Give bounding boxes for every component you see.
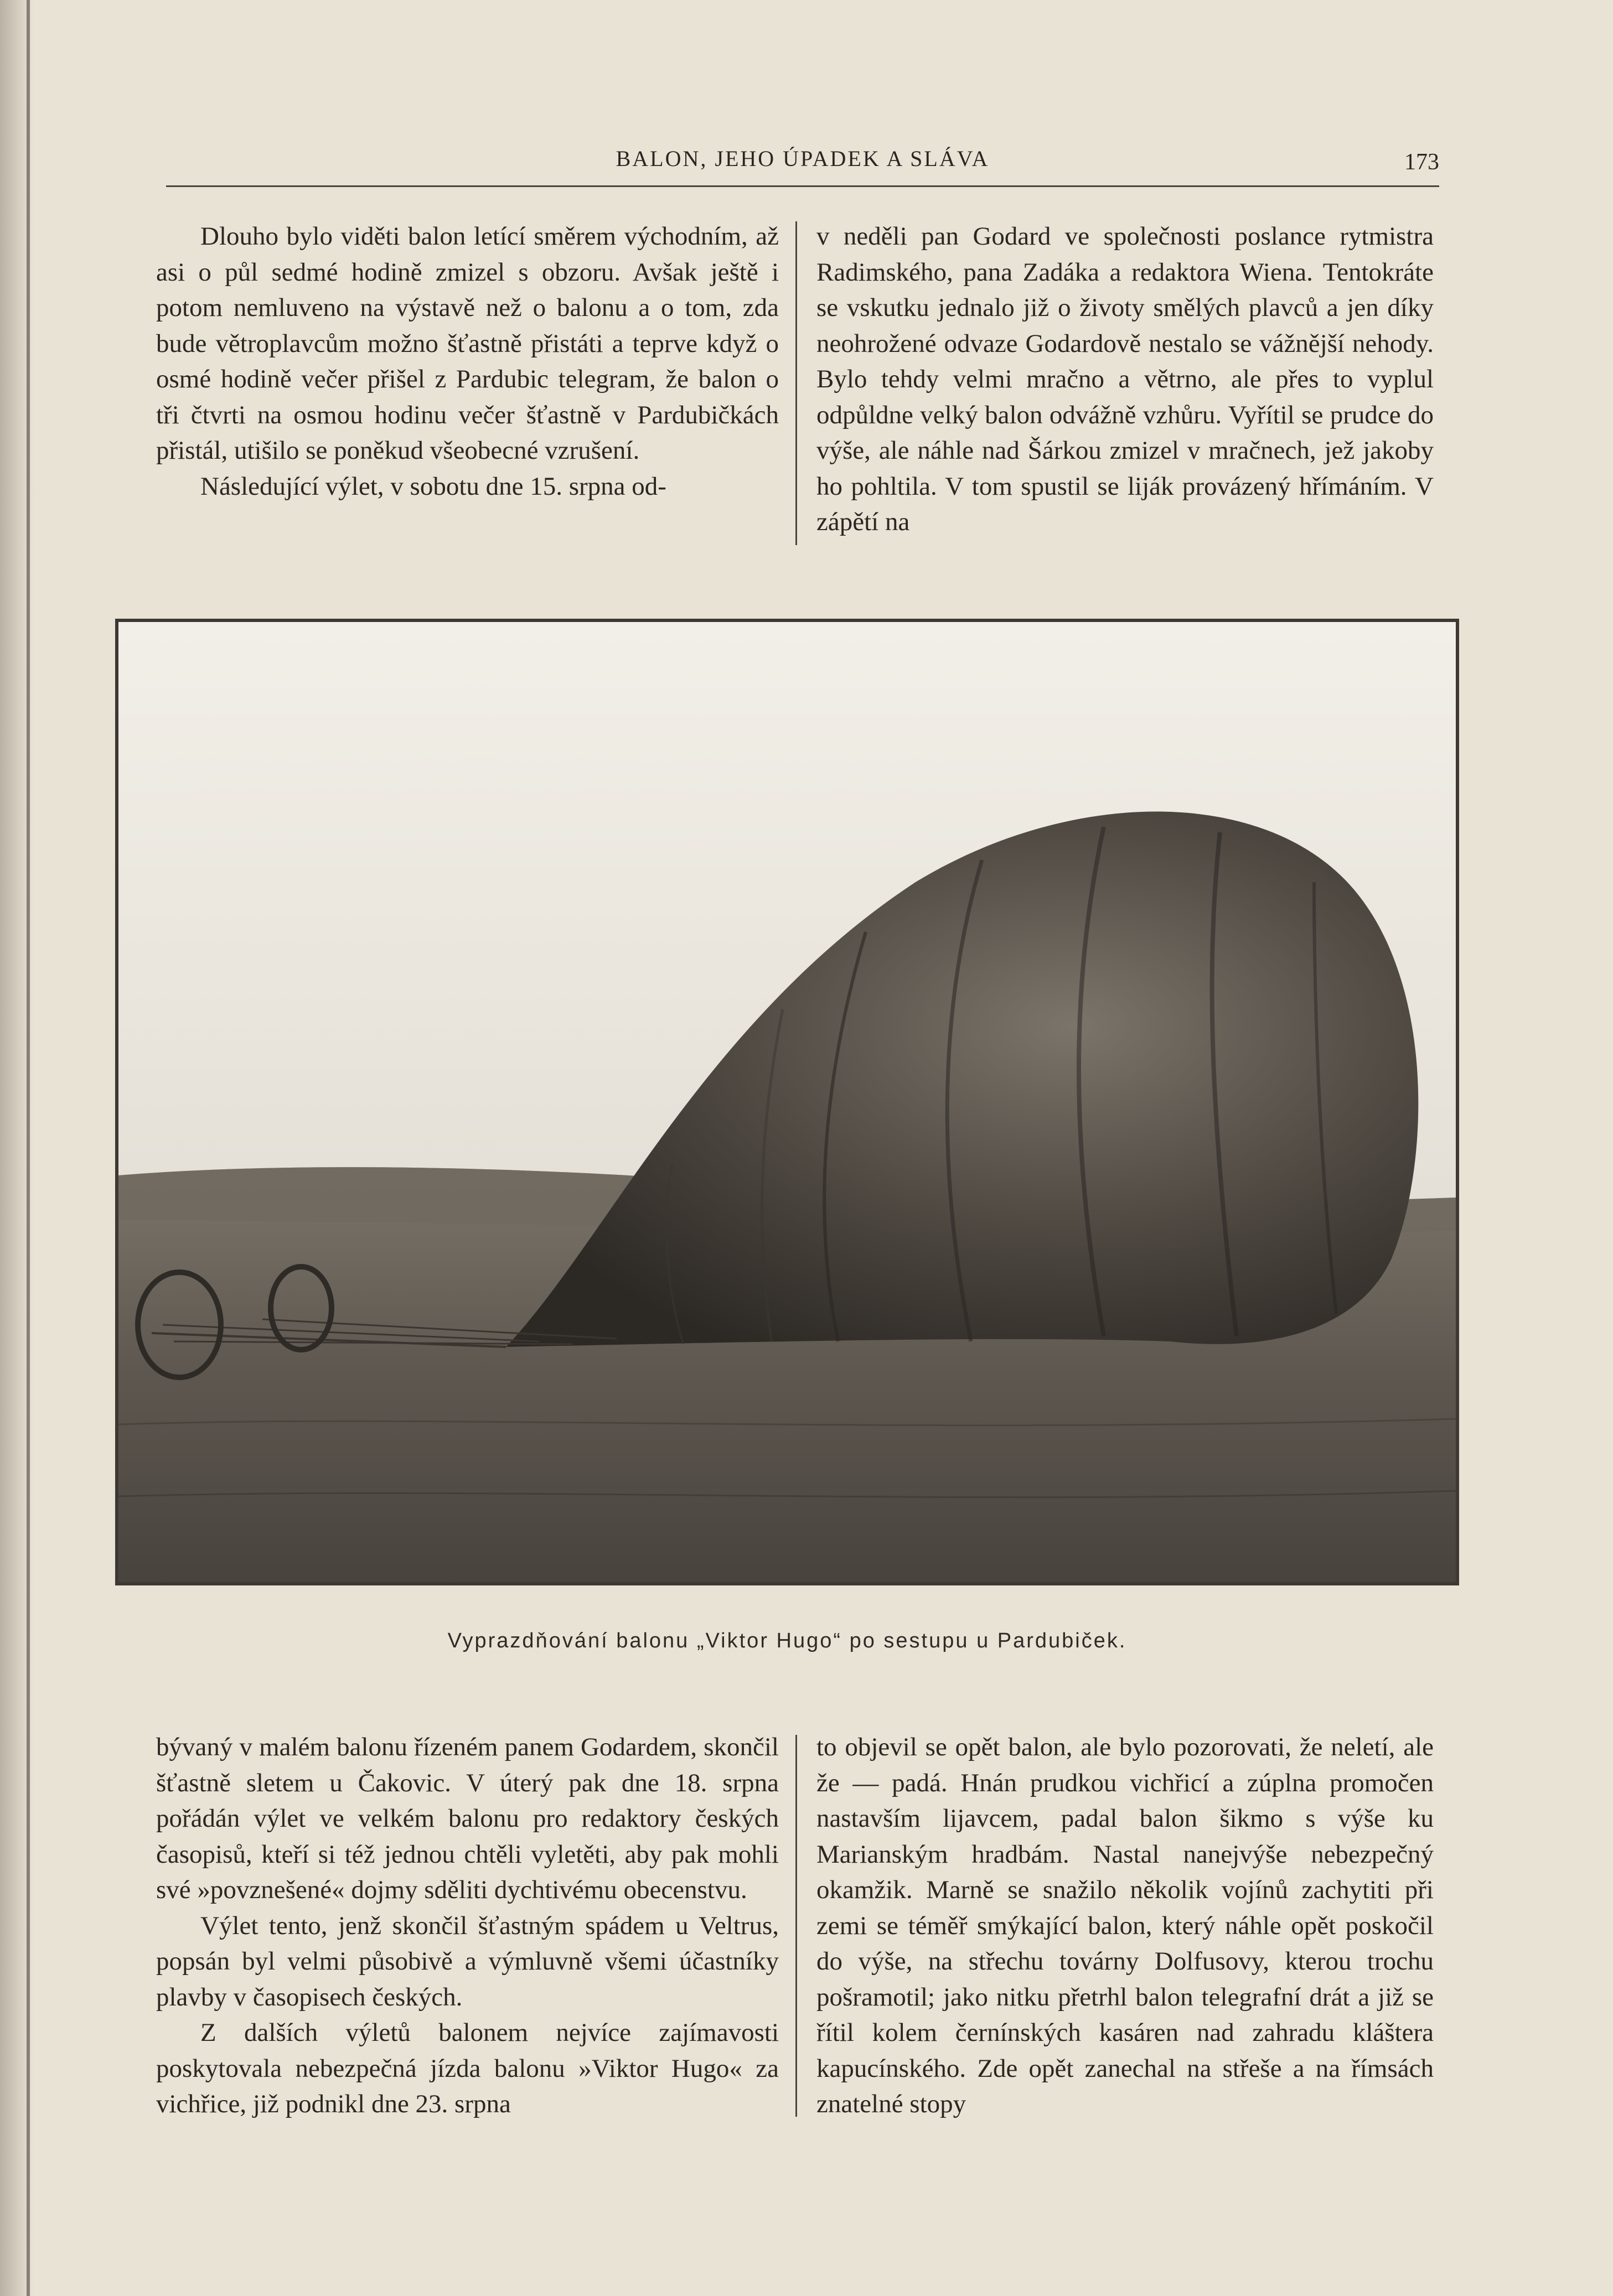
text-column-top-left (156, 219, 779, 504)
running-title: BALON, JEHO ÚPADEK A SLÁVA (616, 146, 990, 171)
paragraph: Z dalších výletů balonem nejvíce zajímavosti poskytovala nebezpečná jízda balonu »Viktor Hugo« za vichřice, již podnikl dne 23. srpna (156, 2018, 779, 2118)
column-rule-bottom (795, 1735, 797, 2117)
page-number: 173 (1404, 149, 1439, 175)
text-column-top-right (816, 219, 1434, 540)
paragraph: to objevil se opět balon, ale bylo pozorovati, že neletí, ale že — padá. Hnán prudkou vichřicí a zúplna promočen nastavším lijavcem, padal balon šikmo s výše ku Marianským hradbám. Nastal nanejvýše nebezpečný okamžik. Marně se snažilo několik vojínů zachytiti při zemi se téměř smýkající balon, který náhle opět poskočil do výše, na střechu továrny Dolfusovy, kterou trochu pošramotil; jako nitku přetrhl balon telegrafní drát a již se řítil kolem černínských kasáren nad zahradu kláštera kapucínského. Zde opět zanechal na střeše a na římsách znatelné stopy (816, 1733, 1434, 2118)
balloon-photo-image (118, 622, 1456, 1582)
paragraph: Výlet tento, jenž skončil šťastným spádem u Veltrus, popsán byl velmi působivě a výmluvně všemi účastníky plavby v časopisech českých. (156, 1911, 779, 2012)
balloon-photograph (115, 619, 1459, 1585)
photo-caption: Vyprazdňování balonu „Viktor Hugo“ po sestupu u Pardubiček. (447, 1629, 1127, 1652)
paragraph: bývaný v malém balonu řízeném panem Godardem, skončil šťastně sletem u Čakovic. V úterý pak dne 18. srpna pořádán výlet ve velkém balonu pro redaktory českých časopisů, kteří si též jednou chtěli vyletěti, aby pak mohli své »povznešené« dojmy sděliti dychtivému obecenstvu. (156, 1733, 779, 1904)
paragraph: Dlouho bylo viděti balon letící směrem východním, až asi o půl sedmé hodině zmizel s obzoru. Avšak ještě i potom nemluveno na výstavě než o balonu a o tom, zda bude větroplavcům možno šťastně přistáti a teprve když o osmé hodině večer přišel z Pardubic telegram, že balon o tři čtvrti na osmou hodinu večer šťastně v Pardubičkách přistál, utišilo se poněkud všeobecné vzrušení. (156, 222, 779, 465)
running-header (166, 136, 1439, 187)
paragraph: Následující výlet, v sobotu dne 15. srpna od- (200, 471, 666, 501)
text-column-bottom-right (816, 1729, 1434, 2122)
paragraph: v neděli pan Godard ve společnosti poslance rytmistra Radimského, pana Zadáka a redaktora Wiena. Tentokráte se vskutku jednalo již o životy smělých plavců a jen díky neohrožené odvaze Godardově nestalo se vážnější nehody. Bylo tehdy velmi mračno a větrno, ale přes to vyplul odpůldne velký balon odvážně vzhůru. Vyřítil se prudce do výše, ale náhle nad Šárkou zmizel v mračnech, jež jakoby ho pohltila. V tom spustil se liják provázený hřímáním. V zápětí na (816, 222, 1434, 536)
gutter-edge-line (27, 0, 30, 2296)
text-column-bottom-left (156, 1729, 779, 2122)
column-rule-top (795, 221, 797, 545)
